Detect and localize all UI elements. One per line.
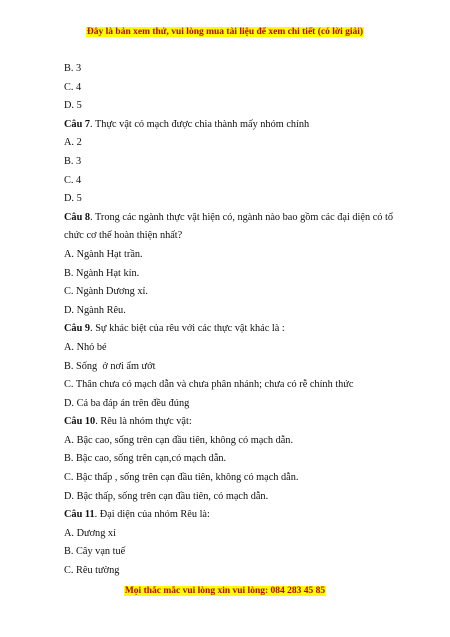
answer-option: C. Rêu tường: [64, 565, 120, 577]
question-number: Câu 8: [64, 211, 91, 223]
question-text: . Rêu là nhóm thực vật:: [95, 416, 192, 428]
answer-option: A. 2: [64, 137, 82, 149]
answer-option: B. Sống ở nơi ẩm ướt: [64, 360, 156, 372]
answer-option: D. Ngành Rêu.: [64, 304, 126, 316]
answer-option: D. 5: [64, 100, 82, 112]
answer-option: B. 3: [64, 63, 82, 74]
answer-option: C. 4: [64, 174, 82, 186]
question-text: . Trong các ngành thực vật hiện có, ngành nào bao gồm các đại diện có tổ chức cơ thể hoàn thiện nhất?: [64, 211, 394, 242]
answer-option: A. Bậc cao, sống trên cạn đầu tiên, không có mạch dẫn.: [64, 434, 294, 446]
answer-option: B. 3: [64, 155, 82, 167]
question-number: Câu 10: [64, 416, 96, 428]
question-number: Câu 9: [64, 323, 91, 335]
answer-option: C. Thân chưa có mạch dẫn và chưa phân nhánh; chưa có rễ chính thức: [64, 379, 354, 391]
answer-option: D. Bậc thấp, sống trên cạn đầu tiên, có mạch dẫn.: [64, 490, 269, 502]
contact-notice-text: Mọi thắc mắc vui lòng xin vui lòng: 084 283 45 85: [124, 586, 326, 596]
answer-option: C. 4: [64, 81, 82, 93]
question-text: . Đại diện của nhóm Rêu là:: [94, 509, 210, 521]
answer-option: D. Cả ba đáp án trên đều đúng: [64, 397, 190, 409]
question-number: Câu 7: [64, 118, 91, 130]
answer-option: A. Nhỏ bé: [64, 341, 107, 353]
contact-notice-banner: [0, 586, 450, 596]
preview-notice-banner: [0, 27, 450, 37]
question-11: [64, 506, 414, 525]
question-8: [64, 209, 414, 246]
question-10: [64, 413, 414, 432]
answer-option: D. 5: [64, 193, 82, 205]
question-number: Câu 11: [64, 509, 95, 521]
question-7: [64, 116, 414, 135]
answer-option: B. Ngành Hạt kín.: [64, 267, 140, 279]
question-9: [64, 320, 414, 339]
answer-option: A. Dương xỉ: [64, 527, 116, 539]
answer-option: A. Ngành Hạt trần.: [64, 248, 143, 260]
answer-option: B. Bậc cao, sống trên cạn,có mạch dẫn.: [64, 453, 227, 465]
answer-option: B. Cây vạn tuế: [64, 546, 126, 558]
preview-notice-text: Đây là bản xem thử, vui lòng mua tài liệu để xem chi tiết (có lời giải): [86, 27, 364, 37]
question-text: . Sự khác biệt của rêu với các thực vật khác là :: [90, 323, 285, 335]
answer-option: C. Ngành Dương xỉ.: [64, 286, 148, 298]
question-text: . Thực vật có mạch được chia thành mấy nhóm chính: [90, 118, 310, 130]
question-list: [64, 60, 414, 581]
answer-option: C. Bậc thấp , sống trên cạn đầu tiên, không có mạch dẫn.: [64, 472, 299, 484]
